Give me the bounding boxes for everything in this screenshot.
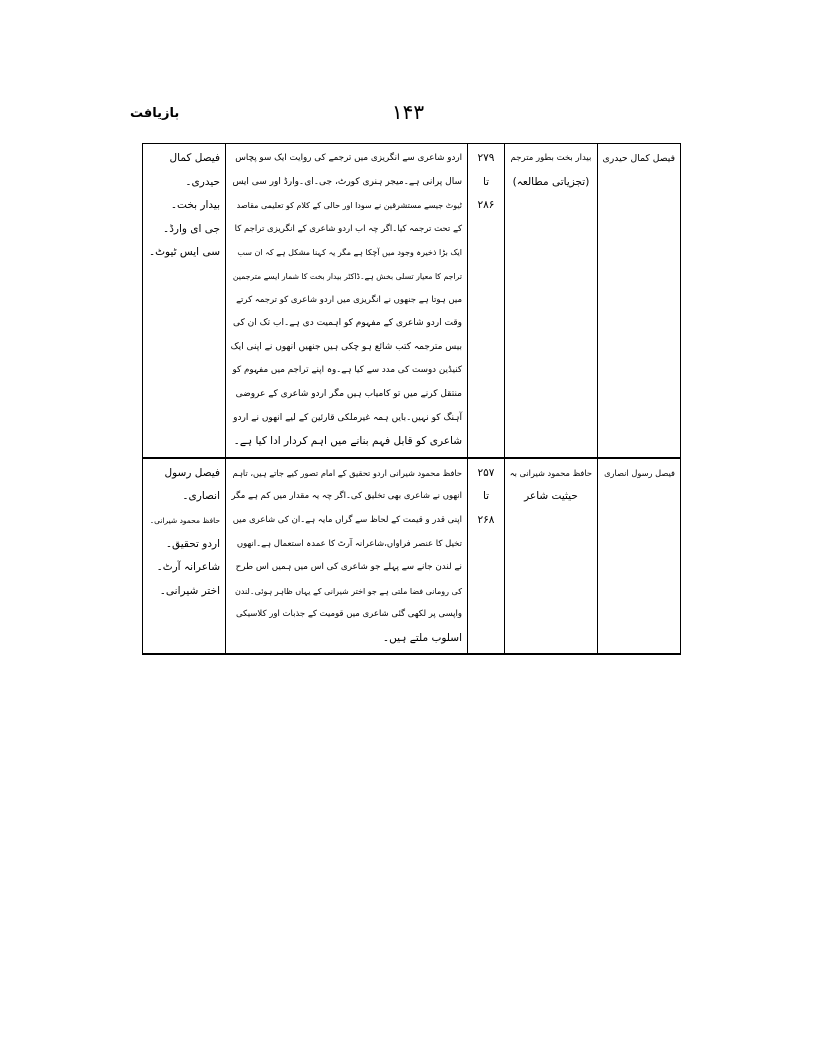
keyword: جی ای وارڈ۔ <box>163 222 220 235</box>
keyword: انصاری۔ <box>182 490 220 503</box>
summary-line: میں ہوتا ہے جنھوں نے انگریزی میں اردو شاعری کو ترجمہ کرتے <box>236 294 462 305</box>
summary-line: سال پرانی ہے۔میجر ہنری کورٹ، جی۔ای۔وارڈ اور سی ایس <box>232 176 462 187</box>
summary-line: تراجم کا معیار تسلی بخش ہے۔ڈاکٹر بیدار بخت کا شمار ایسے مترجمین <box>232 271 462 281</box>
author-cell <box>598 144 681 458</box>
summary-line: آہنگ کو نہیں۔بایں ہمہ غیرملکی قارئین کے لیے انھوں نے اردو <box>233 412 462 423</box>
summary-line: انھوں نے شاعری بھی تخلیق کی۔اگر چہ یہ مقدار میں کم ہے مگر <box>231 491 462 502</box>
page-range-cell <box>468 144 505 458</box>
keyword: شاعرانہ آرٹ۔ <box>156 561 220 574</box>
contents-table <box>142 143 681 655</box>
author-name: فیصل رسول انصاری <box>604 467 675 478</box>
article-title-line: حافظ محمود شیرانی بہ <box>509 467 592 478</box>
summary-line: بیس مترجمہ کتب شائع ہو چکی ہیں جنھیں انھوں نے اپنی ایک <box>230 341 462 352</box>
table-row <box>143 458 681 655</box>
keyword: اختر شیرانی۔ <box>159 584 220 597</box>
summary-line: نے لندن جانے سے پہلے جو شاعری کی اس میں ہمیں اس طرح <box>235 562 462 573</box>
summary-cell <box>226 458 468 655</box>
author-name: فیصل کمال حیدری <box>602 153 675 164</box>
keywords-cell <box>143 144 226 458</box>
keyword: حیدری۔ <box>185 175 220 188</box>
summary-cell <box>226 144 468 458</box>
article-title-line: حیثیت شاعر <box>524 490 578 503</box>
summary-line: ٹیوٹ جیسے مستشرقین نے سودا اور حالی کے کلام کو تعلیمی مقاصد <box>236 201 462 211</box>
article-title-cell <box>505 144 598 458</box>
keyword: بیدار بخت۔ <box>170 199 220 212</box>
keyword: حافظ محمود شیرانی۔ <box>149 515 220 525</box>
page-range-separator: تا <box>482 490 490 503</box>
keyword: فیصل کمال <box>169 152 220 164</box>
summary-line: کے تحت ترجمہ کیا۔اگر چہ اب اردو شاعری کے انگریزی تراجم کا <box>234 223 462 234</box>
summary-line: ایک بڑا ذخیرہ وجود میں آچکا ہے مگر یہ کہنا مشکل ہے کہ ان سب <box>237 248 462 258</box>
summary-line: وقت اردو شاعری کے مفہوم کو اہمیت دی ہے۔اب تک ان کی <box>232 318 462 329</box>
article-title-cell <box>505 458 598 655</box>
page-end: ۲۶۸ <box>477 513 495 526</box>
keywords-cell <box>143 458 226 655</box>
keyword: اردو تحقیق۔ <box>165 537 220 550</box>
page-start: ۲۵۷ <box>477 466 495 479</box>
page-range-cell <box>468 458 505 655</box>
page-start: ۲۷۹ <box>477 152 495 164</box>
summary-line: کی رومانی فضا ملتی ہے جو اختر شیرانی کے یہاں ظاہر ہوئی۔لندن <box>234 586 462 596</box>
summary-line: اسلوب ملتے ہیں۔ <box>382 631 462 644</box>
keyword: سی ایس ٹیوٹ۔ <box>148 246 220 259</box>
summary-line: حافظ محمود شیرانی اردو تحقیق کے امام تصور کیے جاتے ہیں، تاہم <box>232 467 462 478</box>
page-number: ۱۴۳ <box>391 100 425 124</box>
page-end: ۲۸۶ <box>477 199 495 212</box>
summary-line: اپنی قدر و قیمت کے لحاظ سے گراں مایہ ہے۔ان کی شاعری میں <box>232 514 462 525</box>
page-range-separator: تا <box>482 175 490 188</box>
summary-line: منتقل کرنے میں تو کامیاب ہیں مگر اردو شاعری کے عروضی <box>235 388 462 399</box>
keyword: فیصل رسول <box>164 466 220 479</box>
summary-line: تخیل کا عنصر فراواں،شاعرانہ آرٹ کا عمدہ استعمال ہے۔انھوں <box>236 538 462 549</box>
summary-line: اردو شاعری سے انگریزی میں ترجمے کی روایت ایک سو پچاس <box>235 153 462 163</box>
journal-name: بازیافت <box>130 106 180 121</box>
author-cell <box>598 458 681 655</box>
summary-line: کنیڈین دوست کی مدد سے کیا ہے۔وہ اپنے تراجم میں مفہوم کو <box>232 365 462 376</box>
table-row <box>143 144 681 458</box>
summary-line: واپسی پر لکھی گئی شاعری میں قومیت کے جذبات اور کلاسیکی <box>235 609 462 620</box>
article-title-line: بیدار بخت بطور مترجم <box>510 153 592 163</box>
summary-line: شاعری کو قابل فہم بنانے میں اہم کردار ادا کیا ہے۔ <box>233 435 462 448</box>
article-title-line: (تجزیاتی مطالعہ) <box>512 175 590 188</box>
